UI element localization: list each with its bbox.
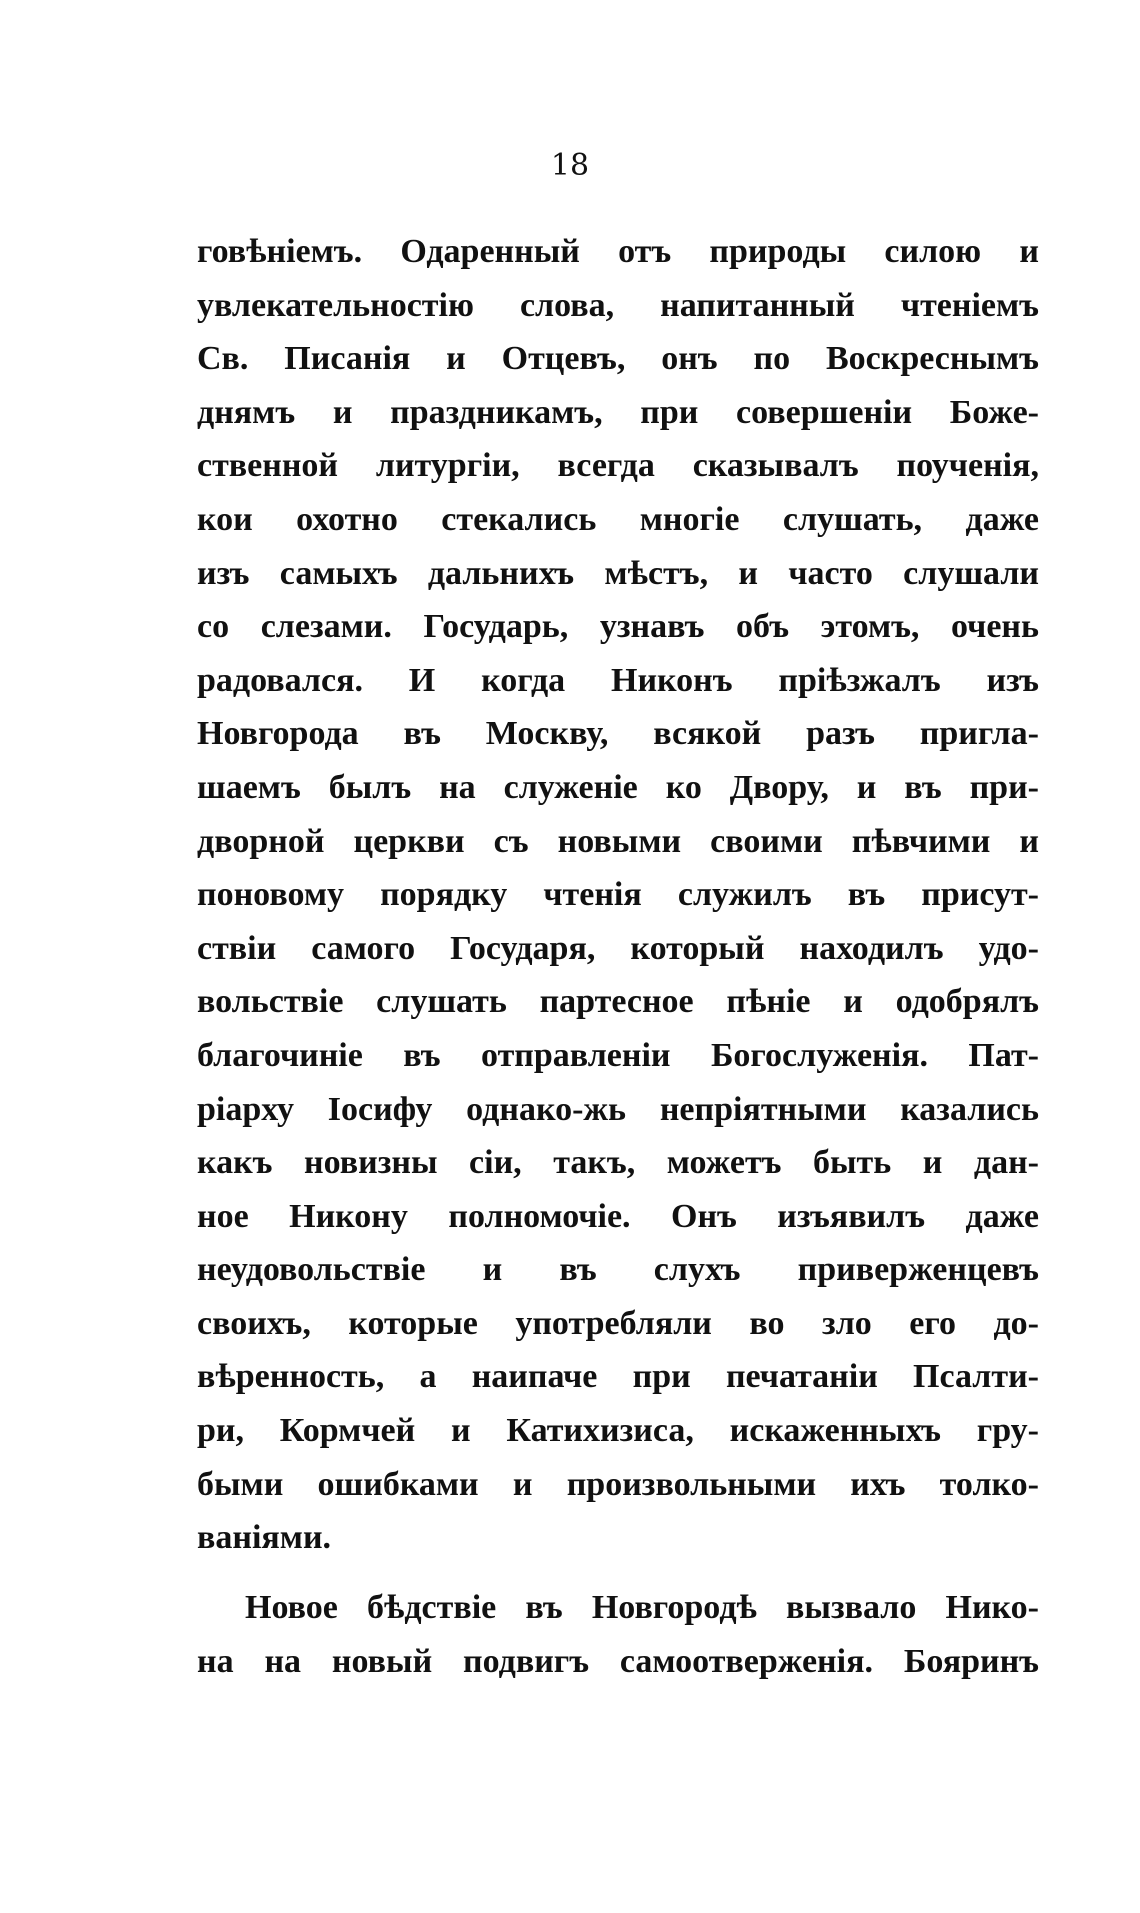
page-number: 18 (550, 148, 590, 183)
text-line: ри, Кормчей и Катихизиса, искаженныхъ гру- (197, 1412, 1039, 1450)
paragraph (197, 1581, 1039, 1688)
paragraph (197, 225, 1039, 1565)
text-line: говѣніемъ. Одаренный отъ природы силою и (197, 233, 1039, 270)
text-line: на на новый подвигъ самоотверженія. Бояринъ (197, 1642, 1039, 1680)
text-line: вѣренность, а наипаче при печатаніи Псалти- (197, 1358, 1039, 1396)
text-line: дворной церкви съ новыми своими пѣвчими и (197, 822, 1039, 860)
text-line: ствіи самого Государя, который находилъ удо- (197, 929, 1039, 967)
text-line: благочиніе въ отправленіи Богослуженія. Пат- (197, 1036, 1039, 1074)
text-line: ваніями. (197, 1519, 332, 1557)
text-line: ное Никону полномочіе. Онъ изъявилъ даже (197, 1197, 1039, 1235)
text-line: Новое бѣдствіе въ Новгородѣ вызвало Нико- (245, 1589, 1039, 1626)
text-line: кои охотно стекались многіе слушать, даже (197, 500, 1039, 538)
text-line: радовался. И когда Никонъ пріѣзжалъ изъ (197, 661, 1039, 699)
text-line: днямъ и праздникамъ, при совершеніи Боже- (197, 393, 1039, 431)
text-line: вольствіе слушать партесное пѣніе и одобрялъ (197, 983, 1039, 1021)
text-line: Новгорода въ Москву, всякой разъ пригла- (197, 715, 1039, 753)
text-line: поновому порядку чтенія служилъ въ присут- (197, 876, 1039, 914)
text-line: Св. Писанія и Отцевъ, онъ по Воскреснымъ (197, 340, 1039, 378)
text-line: своихъ, которые употребляли во зло его до- (197, 1304, 1039, 1342)
text-line: шаемъ былъ на служеніе ко Двору, и въ при- (197, 768, 1039, 806)
text-line: какъ новизны сіи, такъ, можетъ быть и дан- (197, 1144, 1039, 1182)
text-line: изъ самыхъ дальнихъ мѣстъ, и часто слушали (197, 554, 1039, 592)
text-line: увлекательностію слова, напитанный чтеніемъ (197, 286, 1039, 324)
text-line: ственной литургіи, всегда сказывалъ поученія, (197, 447, 1039, 485)
text-line: ріарху Іосифу однако-жь непріятными казались (197, 1090, 1039, 1128)
text-line: быми ошибками и произвольными ихъ толко- (197, 1465, 1039, 1503)
text-line: неудовольствіе и въ слухъ приверженцевъ (197, 1251, 1039, 1289)
text-line: со слезами. Государь, узнавъ объ этомъ, очень (197, 608, 1039, 646)
